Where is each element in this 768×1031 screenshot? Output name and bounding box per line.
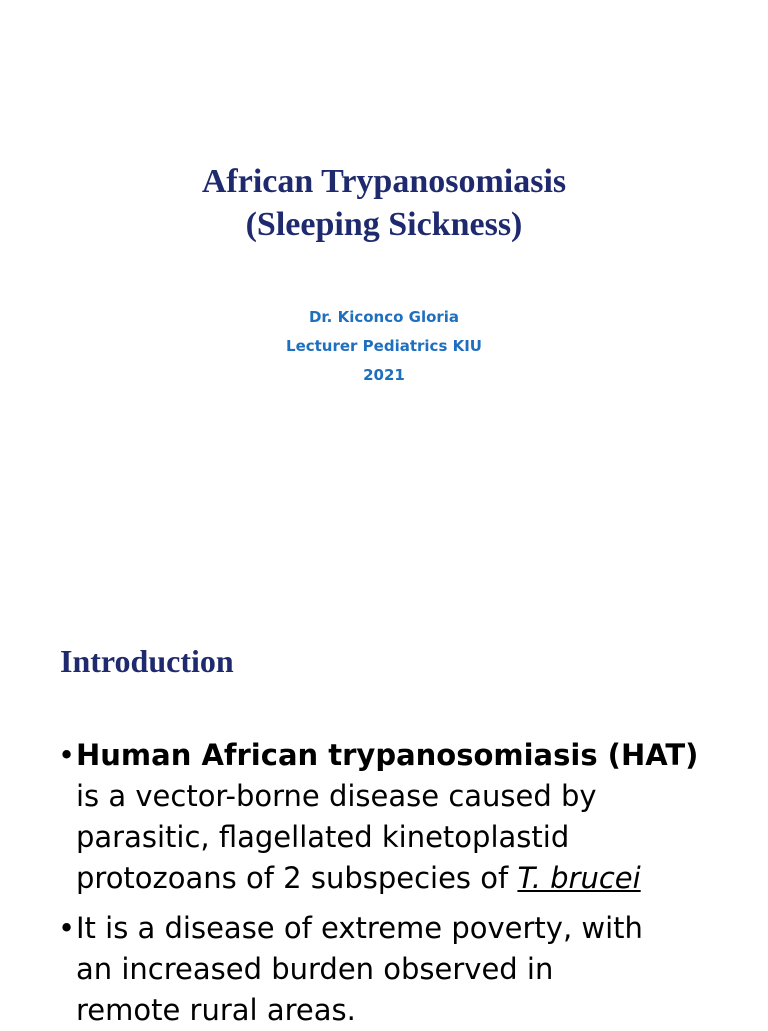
bullet-text-line: is a vector-borne disease caused by — [76, 779, 597, 813]
bullet-text-prefix: protozoans of 2 subspecies of — [76, 861, 518, 895]
bullet-text-line: It is a disease of extreme poverty, with — [76, 911, 643, 945]
presentation-year: 2021 — [363, 366, 405, 384]
bullet-text-line — [58, 858, 758, 899]
slide-title-line-2: (Sleeping Sickness) — [245, 206, 523, 243]
author-role: Lecturer Pediatrics KIU — [286, 337, 482, 355]
author-name: Dr. Kiconco Gloria — [308, 308, 460, 326]
bullet-icon: • — [58, 911, 76, 945]
introduction-slide — [0, 580, 768, 1027]
bullet-text-line: remote rural areas. — [76, 993, 356, 1027]
bullet-icon: • — [58, 738, 76, 772]
bullet-bold-term: Human African trypanosomiasis (HAT) — [76, 738, 699, 772]
bullet-item-hat-definition — [58, 735, 758, 899]
bullet-item-poverty — [58, 908, 758, 1031]
bullet-text-line: an increased burden observed in — [76, 952, 554, 986]
slide-title-line-1: African Trypanosomiasis — [201, 163, 567, 200]
bullet-text-line: parasitic, flagellated kinetoplastid — [76, 820, 570, 854]
section-heading: Introduction — [60, 643, 234, 679]
species-name: T. brucei — [517, 861, 641, 895]
